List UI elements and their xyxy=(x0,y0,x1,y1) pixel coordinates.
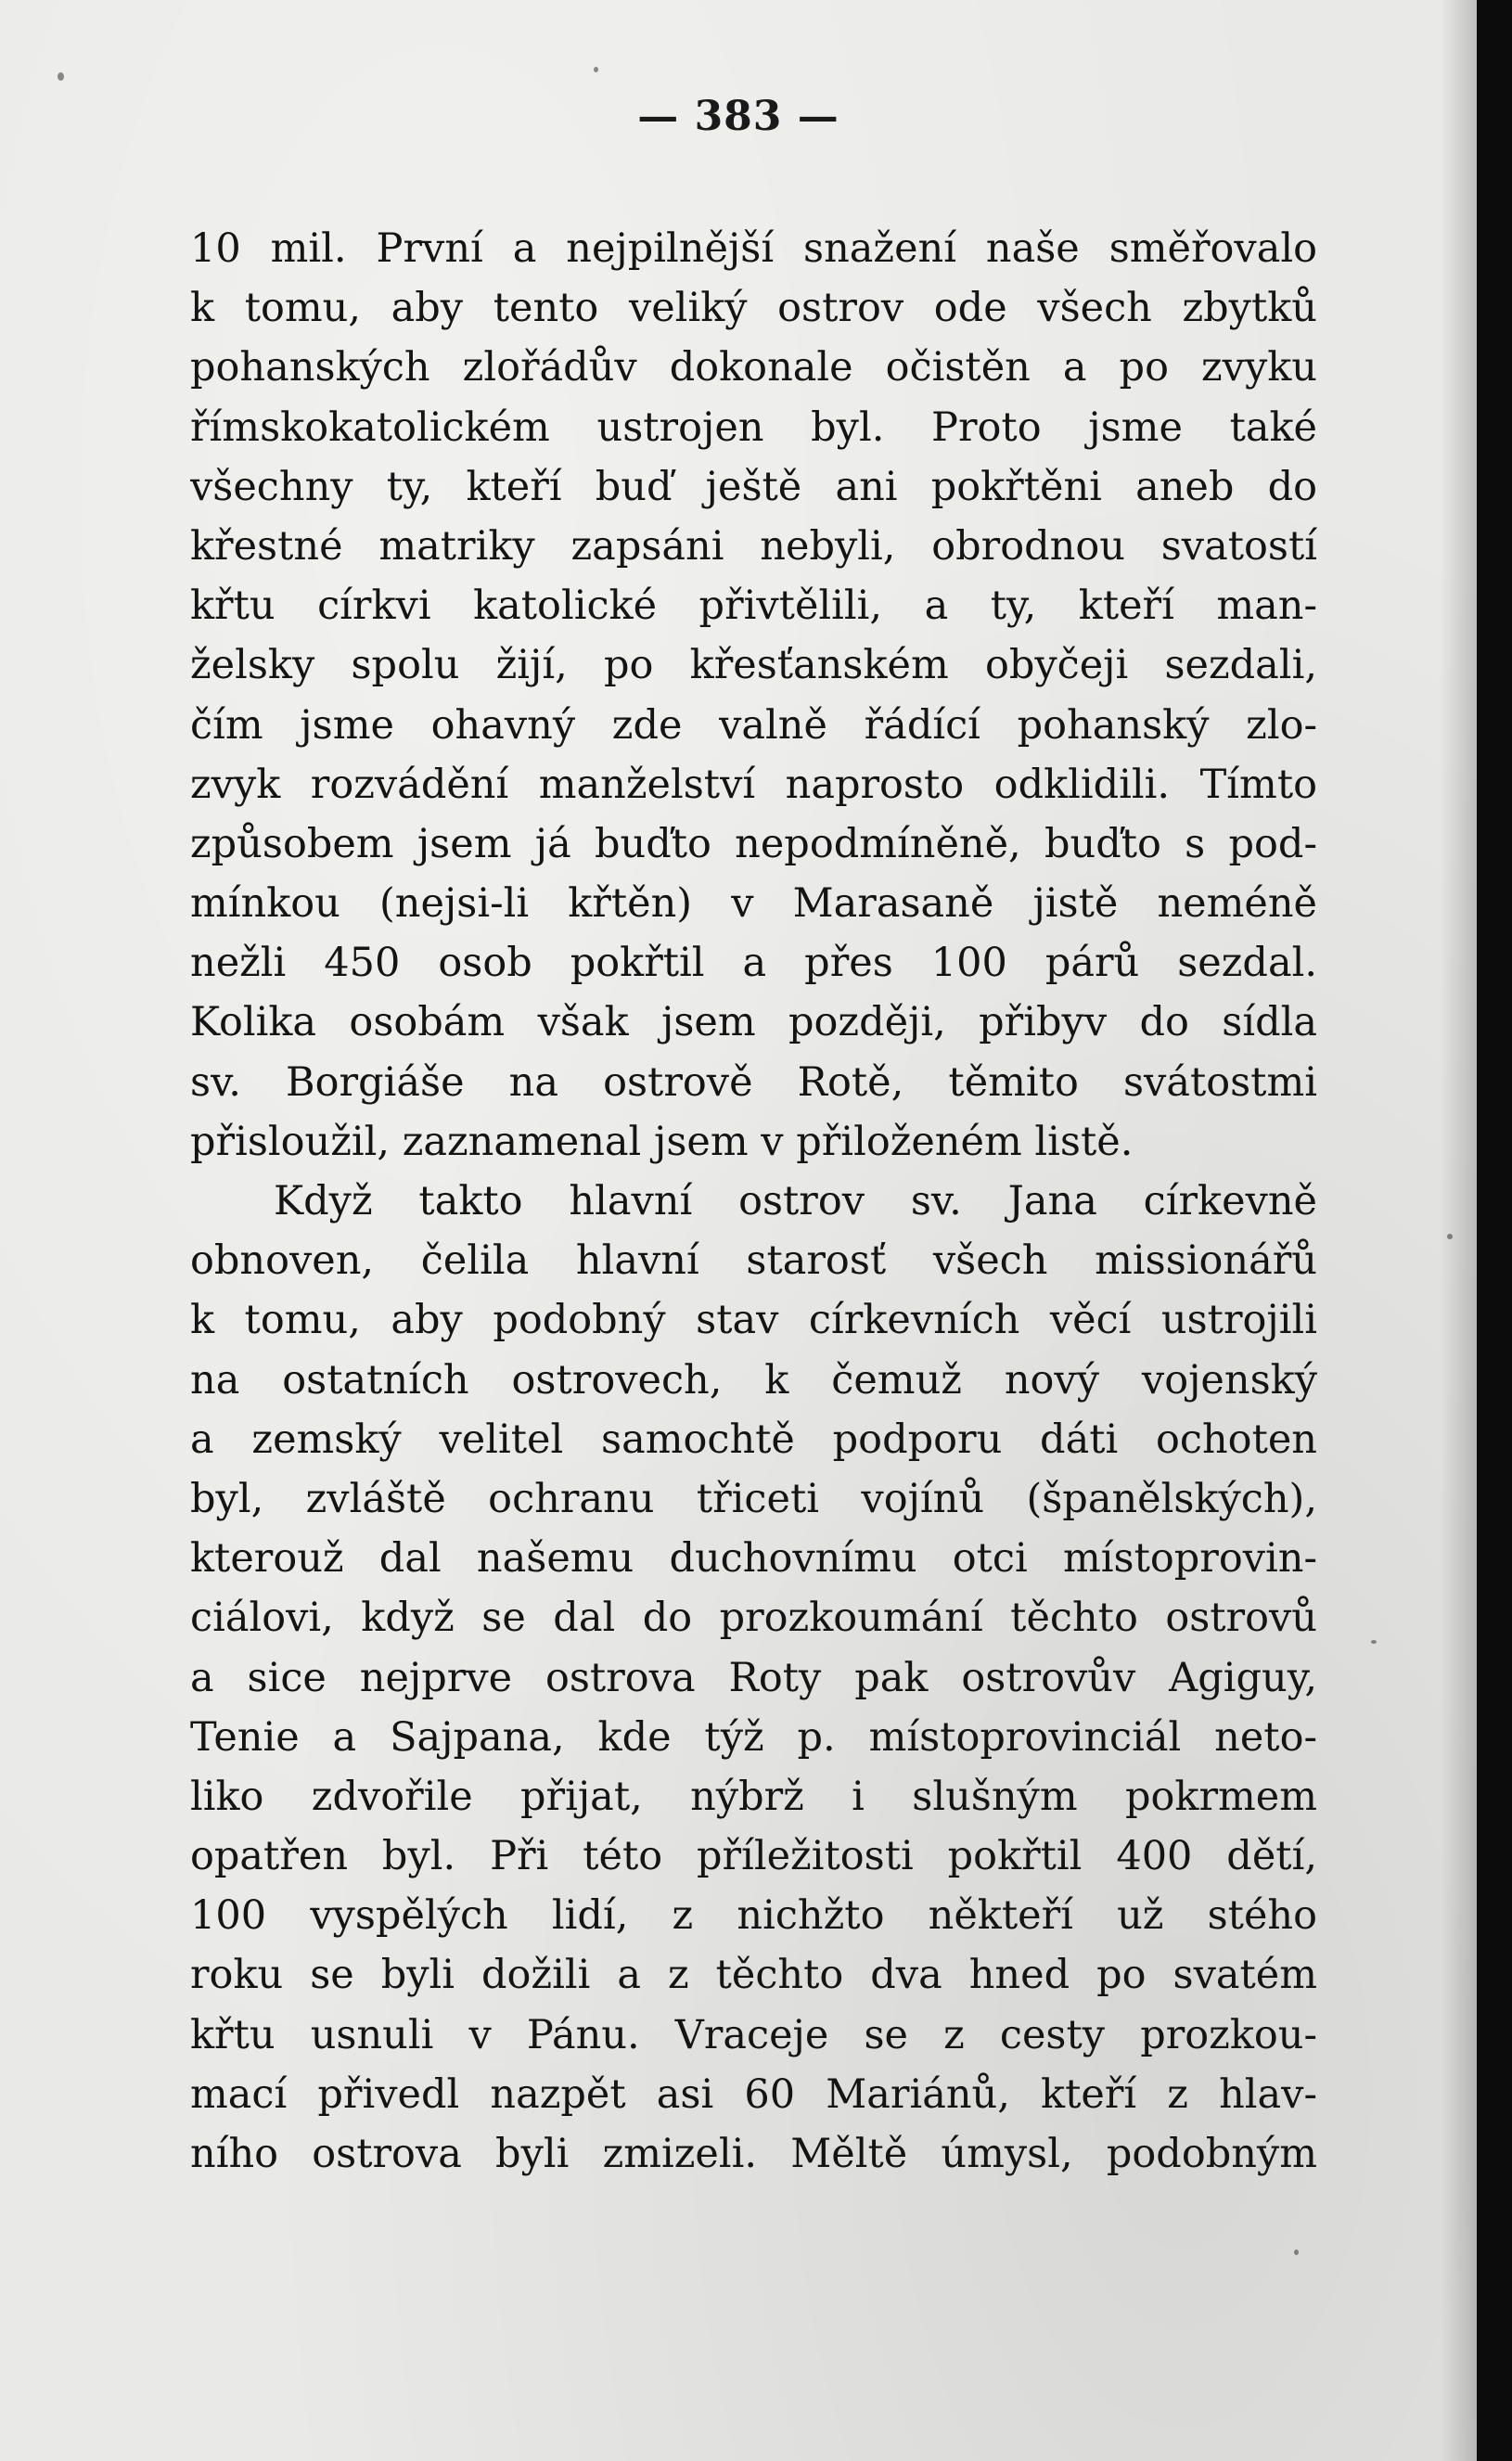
text-line: liko zdvořile přijat, nýbrž i slušným pokrmem xyxy=(190,1773,1317,1820)
text-line: sv. Borgiáše na ostrově Rotě, těmito svátostmi xyxy=(190,1058,1317,1106)
print-speck xyxy=(1371,1640,1377,1644)
text-line: mací přivedl nazpět asi 60 Mariánů, kteří z hlav- xyxy=(190,2070,1317,2118)
text-line: všechny ty, kteří buď ještě ani pokřtěni aneb do xyxy=(190,463,1317,510)
body-text xyxy=(190,219,1317,2184)
text-line: přisloužil, zaznamenal jsem v přiloženém listě. xyxy=(190,1118,1134,1165)
text-line: k tomu, aby tento veliký ostrov ode všech zbytků xyxy=(190,285,1317,332)
text-line: k tomu, aby podobný stav církevních věcí ustrojili xyxy=(190,1297,1317,1344)
text-line: způsobem jsem já buďto nepodmíněně, buďto s pod- xyxy=(190,820,1317,867)
text-line: mínkou (nejsi-li křtěn) v Marasaně jistě neméně xyxy=(190,880,1317,928)
print-speck xyxy=(594,67,598,72)
text-line: a sice nejprve ostrova Roty pak ostrovův Agiguy, xyxy=(190,1654,1317,1701)
text-line: Kolika osobám však jsem později, přibyv do sídla xyxy=(190,999,1317,1046)
text-line: římskokatolickém ustrojen byl. Proto jsme také xyxy=(190,404,1317,451)
print-speck xyxy=(58,72,64,81)
text-line: 100 vyspělých lidí, z nichžto někteří už stého xyxy=(190,1892,1317,1940)
text-line: pohanských zlořádův dokonale očistěn a po zvyku xyxy=(190,344,1317,391)
text-line: želsky spolu žijí, po křesťanském obyčeji sezdali, xyxy=(190,642,1317,689)
text-line: Tenie a Sajpana, kde týž p. místoprovinciál neto- xyxy=(190,1713,1317,1761)
text-line: na ostatních ostrovech, k čemuž nový vojenský xyxy=(190,1356,1317,1404)
text-line: zvyk rozvádění manželství naprosto odklidili. Tímto xyxy=(190,761,1317,808)
text-line: 10 mil. První a nejpilnější snažení naše směřovalo xyxy=(190,225,1317,272)
text-line: křtu církvi katolické přivtělili, a ty, kteří man- xyxy=(190,583,1317,630)
print-speck xyxy=(1447,1234,1453,1239)
text-line: a zemský velitel samochtě podporu dáti ochoten xyxy=(190,1416,1317,1463)
text-line: ciálovi, když se dal do prozkoumání těchto ostrovů xyxy=(190,1595,1317,1642)
text-line: roku se byli dožili a z těchto dva hned po svatém xyxy=(190,1952,1317,1999)
text-line: obnoven, čelila hlavní starosť všech missionářů xyxy=(190,1237,1317,1285)
text-line: kterouž dal našemu duchovnímu otci místoprovin- xyxy=(190,1535,1317,1583)
text-line: Když takto hlavní ostrov sv. Jana církevně xyxy=(274,1178,1317,1224)
text-line: nežli 450 osob pokřtil a přes 100 párů sezdal. xyxy=(190,940,1317,987)
page-number: — 383 — xyxy=(637,93,839,140)
text-line: ního ostrova byli zmizeli. Měltě úmysl, podobným xyxy=(190,2131,1317,2177)
text-line: čím jsme ohavný zde valně řádící pohanský zlo- xyxy=(190,701,1317,749)
text-line: křestné matriky zapsáni nebyli, obrodnou svatostí xyxy=(190,522,1317,570)
print-speck xyxy=(1294,2250,1299,2255)
text-line: křtu usnuli v Pánu. Vraceje se z cesty prozkou- xyxy=(190,2011,1317,2058)
text-line: opatřen byl. Při této příležitosti pokřtil 400 dětí, xyxy=(190,1833,1317,1880)
page-edge-shadow xyxy=(1440,0,1477,2461)
text-line: byl, zvláště ochranu třiceti vojínů (španělských), xyxy=(190,1475,1317,1522)
